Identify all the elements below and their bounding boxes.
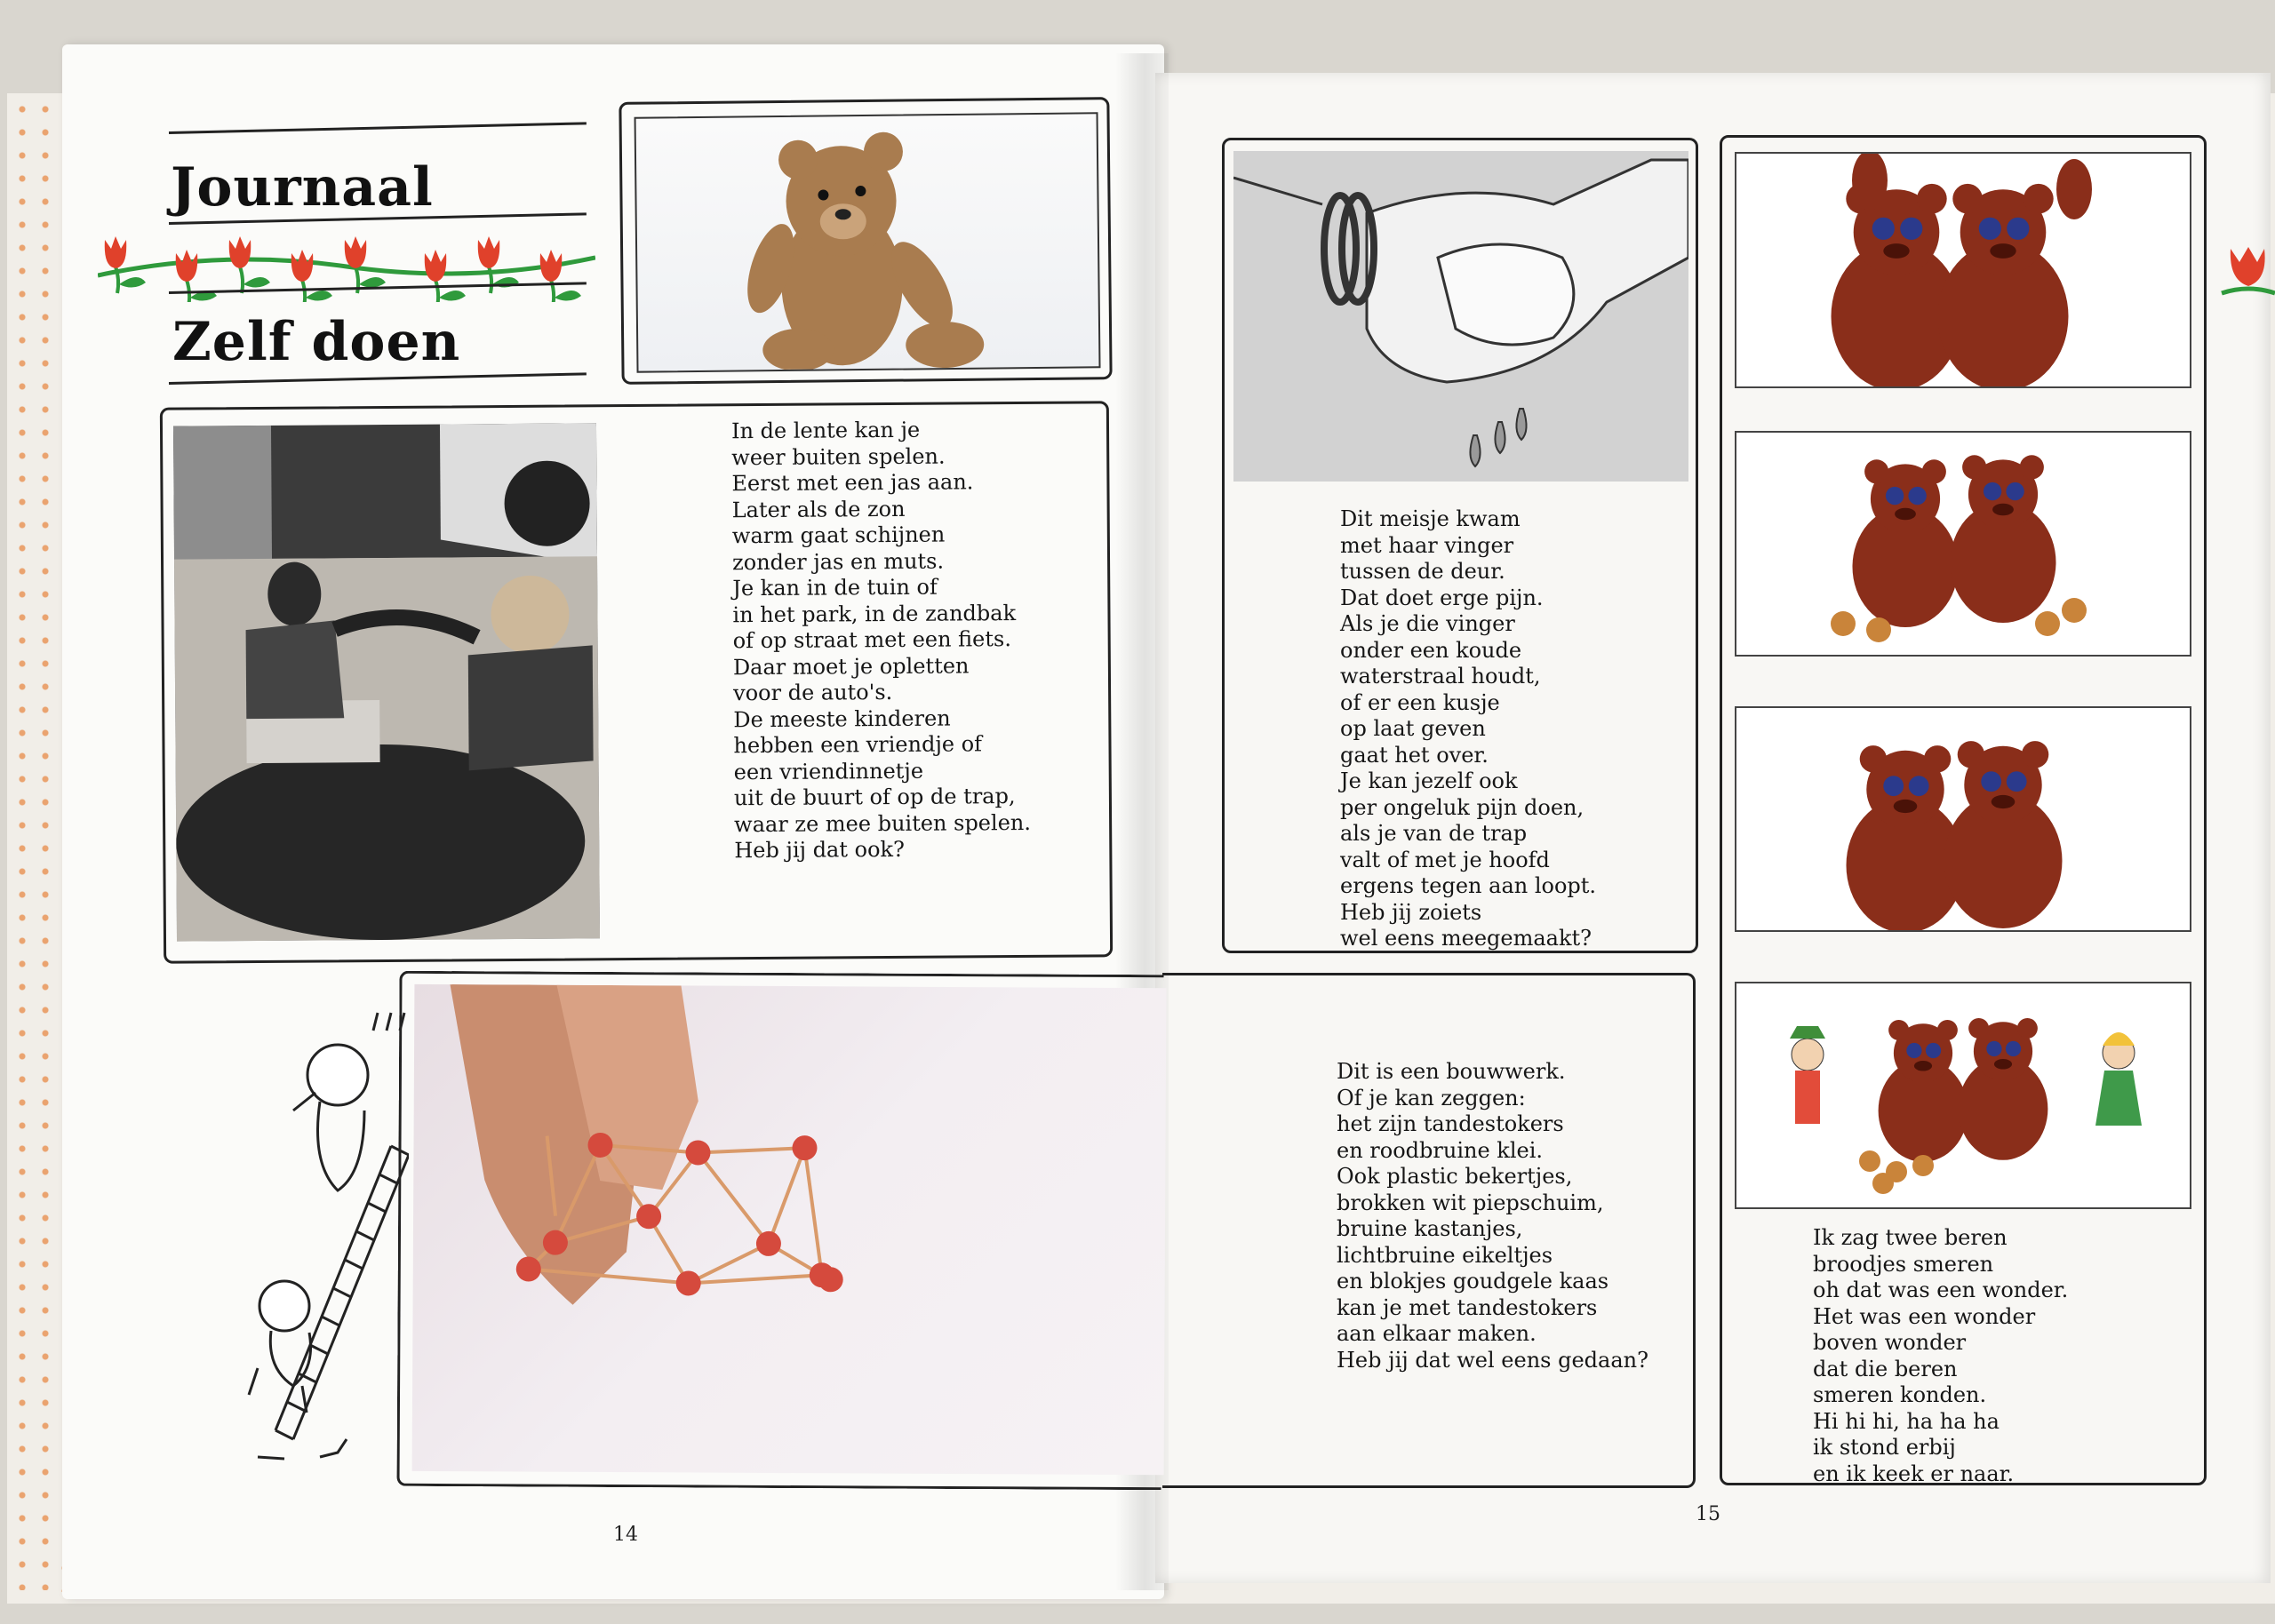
bears-hugging-illustration [1735, 706, 2191, 932]
text-line: smeren konden. [1813, 1382, 1987, 1407]
text-line: aan elkaar maken. [1337, 1321, 1537, 1346]
text-line: of er een kusje [1340, 689, 1500, 715]
text-line: Heb jij dat ook? [734, 836, 905, 864]
bears-eating-illustration [1735, 431, 2191, 657]
text-line: lichtbruine eikeltjes [1337, 1242, 1553, 1268]
text-line: De meeste kinderen [733, 705, 951, 732]
finger-story-frame [1222, 138, 1698, 953]
toothpick-build-photo [412, 984, 1167, 1475]
bears-text [1813, 1225, 2068, 1487]
build-photo-frame [396, 971, 1163, 1490]
text-line: bruine kastanjes, [1337, 1216, 1523, 1241]
cover-dot-pattern [11, 98, 64, 1590]
build-text-frame [1162, 973, 1696, 1488]
text-line: voor de auto's. [732, 679, 893, 706]
text-line: een vriendinnetje [733, 758, 924, 784]
text-line: onder een koude [1340, 637, 1522, 663]
text-line: ergens tegen aan loopt. [1340, 873, 1597, 898]
text-line: Dit meisje kwam [1340, 506, 1521, 531]
text-line: broodjes smeren [1813, 1251, 1994, 1277]
text-line: met haar vinger [1340, 532, 1514, 558]
ladder-cartoon-drawing [231, 995, 409, 1475]
text-line: Ik zag twee beren [1813, 1225, 2008, 1250]
text-line: ik stond erbij [1813, 1435, 1956, 1460]
text-line: als je van de trap [1340, 821, 1528, 846]
text-line: uit de buurt of op de trap, [733, 784, 1016, 811]
text-line: Het was een wonder [1813, 1303, 2036, 1329]
text-line: en roodbruine klei. [1337, 1137, 1544, 1163]
text-line: waterstraal houdt, [1340, 664, 1541, 689]
text-line: dat die beren [1813, 1356, 1958, 1381]
spring-text [731, 417, 1031, 864]
text-line: Je kan jezelf ook [1340, 768, 1518, 793]
text-line: hebben een vriendje of [733, 731, 983, 759]
text-line: Dat doet erge pijn. [1340, 585, 1544, 610]
text-line: of op straat met een fiets. [732, 626, 1012, 654]
text-line: Daar moet je opletten [732, 652, 970, 680]
text-line: tussen de deur. [1340, 559, 1505, 584]
text-line: Ook plastic bekertjes, [1337, 1164, 1573, 1189]
text-line: In de lente kan je [730, 417, 921, 444]
hands-illustration [1233, 151, 1688, 482]
text-line: en ik keek er naar. [1813, 1461, 2015, 1486]
text-line: zonder jas en muts. [731, 548, 945, 575]
page-subtitle: Zelf doen [172, 311, 461, 373]
text-line: op laat geven [1340, 716, 1486, 741]
text-line: boven wonder [1813, 1330, 1967, 1355]
bears-story-frame [1720, 135, 2207, 1485]
text-line: Heb jij dat wel eens gedaan? [1337, 1347, 1648, 1373]
finger-text [1340, 506, 1596, 952]
text-line: en blokjes goudgele kaas [1337, 1269, 1609, 1294]
text-line: Heb jij zoiets [1340, 899, 1482, 925]
text-line: valt of met je hoofd [1340, 847, 1550, 872]
text-line: Dit is een bouwwerk. [1337, 1059, 1566, 1084]
text-line: Hi hi hi, ha ha ha [1813, 1408, 2000, 1434]
bears-waving-illustration [1735, 152, 2191, 388]
text-line: in het park, in de zandbak [732, 600, 1017, 627]
text-line: per ongeluk pijn doen, [1340, 794, 1585, 820]
teddy-photo-frame [619, 97, 1112, 385]
text-line: warm gaat schijnen [731, 521, 946, 549]
text-line: oh dat was een wonder. [1813, 1278, 2069, 1302]
page-title: Journaal [171, 156, 434, 219]
text-line: weer buiten spelen. [731, 443, 946, 470]
tulip-edge-icon [2213, 231, 2275, 311]
text-line: kan je met tandestokers [1337, 1294, 1598, 1320]
text-line: wel eens meegemaakt? [1340, 926, 1592, 951]
teddy-bear-photo [635, 112, 1101, 372]
playground-frame [160, 401, 1113, 963]
page-number-right: 15 [1696, 1503, 1720, 1525]
text-line: Of je kan zeggen: [1337, 1085, 1526, 1111]
text-line: Als je die vinger [1340, 611, 1515, 636]
text-line: Eerst met een jas aan. [731, 469, 974, 497]
bears-with-children-illustration [1735, 982, 2191, 1209]
text-line: Je kan in de tuin of [732, 574, 938, 601]
build-text [1337, 1059, 1648, 1373]
text-line: Later als de zon [731, 496, 906, 522]
text-line: brokken wit piepschuim, [1337, 1190, 1604, 1215]
playground-photo [173, 423, 600, 941]
text-line: waar ze mee buiten spelen. [734, 809, 1032, 837]
text-line: gaat het over. [1340, 742, 1489, 768]
text-line: het zijn tandestokers [1337, 1111, 1564, 1136]
page-number-left: 14 [613, 1524, 638, 1546]
